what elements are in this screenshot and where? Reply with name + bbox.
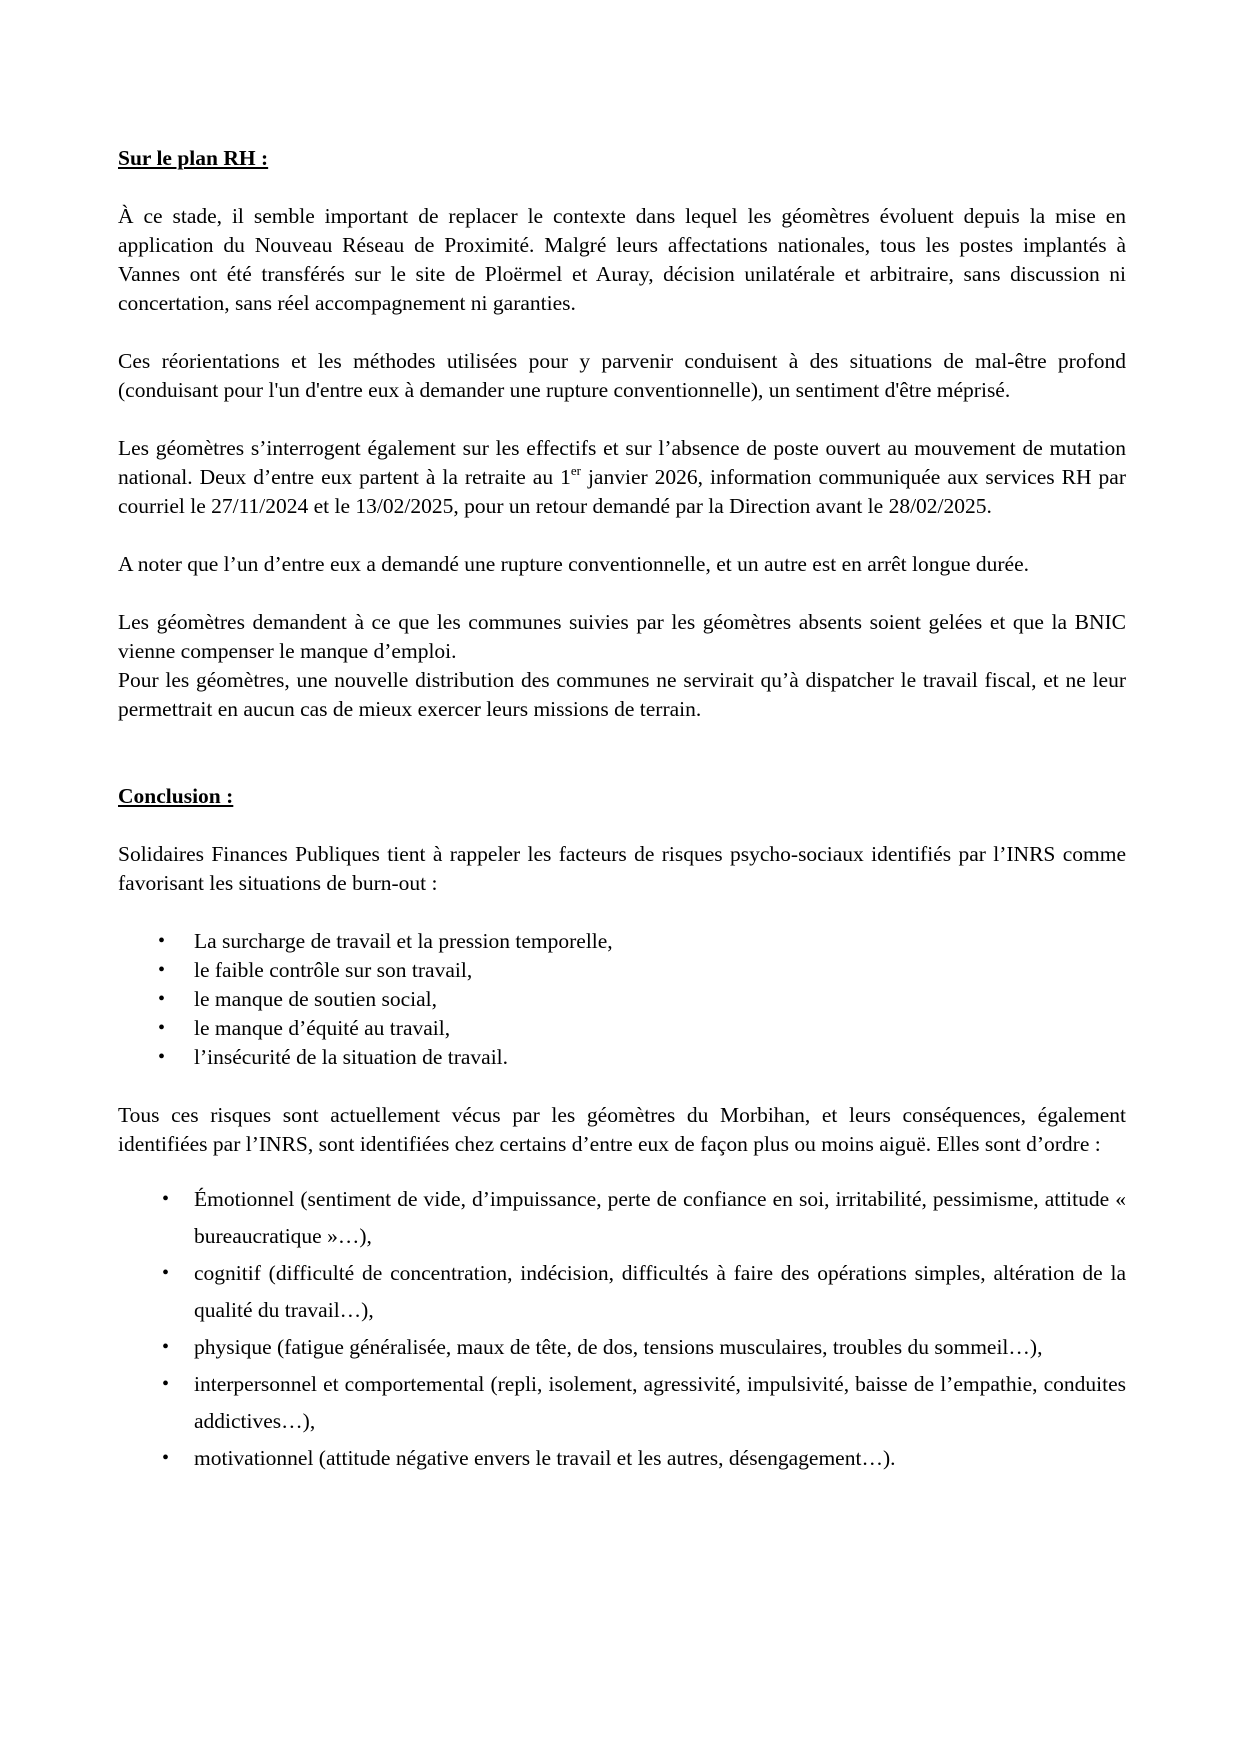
paragraph-context: À ce stade, il semble important de replacer le contexte dans lequel les géomètres évoluent depuis la mise en application du Nouveau Réseau de Proximité. Malgré leurs affectations nationales, tous les postes implantés à Vannes ont été transférés sur le site de Ploërmel et Auray, décision unilatérale et arbitraire, sans discussion ni concertation, sans réel accompagnement ni garanties.: [118, 204, 1126, 315]
section-heading-rh: Sur le plan RH :: [118, 146, 269, 170]
list-item: [118, 956, 1126, 985]
bullet-icon: •: [158, 1046, 166, 1068]
list-item: [118, 1329, 1126, 1366]
consequences-list: [118, 1181, 1126, 1477]
list-item-text: physique (fatigue généralisée, maux de tête, de dos, tensions musculaires, troubles du sommeil…),: [194, 1335, 1043, 1359]
list-item-text: le manque de soutien social,: [194, 987, 437, 1011]
paragraph-rupture: A noter que l’un d’entre eux a demandé une rupture conventionnelle, et un autre est en arrêt longue durée.: [118, 552, 1029, 576]
list-item: [118, 1255, 1126, 1329]
section-heading-conclusion: Conclusion :: [118, 784, 234, 808]
superscript-er: er: [570, 463, 581, 478]
list-item: [118, 1440, 1126, 1477]
paragraph-consequences-intro: Tous ces risques sont actuellement vécus par les géomètres du Morbihan, et leurs conséquences, également identifiées par l’INRS, sont identifiées chez certains d’entre eux de façon plus ou moins aiguë. Elles sont d’ordre :: [118, 1103, 1126, 1156]
paragraph-effectifs: [118, 434, 1126, 521]
list-item-text: Émotionnel (sentiment de vide, d’impuissance, perte de confiance en soi, irritabilité, pessimisme, attitude « bureaucratique »…),: [194, 1187, 1126, 1248]
list-item-text: le manque d’équité au travail,: [194, 1016, 451, 1040]
paragraph-reorientations: Ces réorientations et les méthodes utilisées pour y parvenir conduisent à des situations de mal-être profond (conduisant pour l'un d'entre eux à demander une rupture conventionnelle), un sentiment d'être méprisé.: [118, 349, 1126, 402]
paragraph-effectifs-part2: janvier 2026, information communiquée aux services RH par courriel le 27/11/2024 et le 13/02/2025, pour un retour demandé par la Direction avant le 28/02/2025.: [118, 465, 1126, 518]
bullet-icon: •: [158, 959, 166, 981]
list-item-text: l’insécurité de la situation de travail.: [194, 1045, 509, 1069]
bullet-icon: •: [162, 1188, 170, 1210]
list-item: [118, 1366, 1126, 1440]
list-item-text: La surcharge de travail et la pression temporelle,: [194, 929, 613, 953]
risk-factors-list: [118, 927, 1126, 1072]
paragraph-distribution: Pour les géomètres, une nouvelle distribution des communes ne servirait qu’à dispatcher le travail fiscal, et ne leur permettrait en aucun cas de mieux exercer leurs missions de terrain.: [118, 668, 1126, 721]
bullet-icon: •: [158, 930, 166, 952]
bullet-icon: •: [162, 1262, 170, 1284]
bullet-icon: •: [162, 1373, 170, 1395]
paragraph-effectifs-part1: Les géomètres s’interrogent également sur les effectifs et sur l’absence de poste ouvert au mouvement de mutation national. Deux d’entre eux partent à la retraite au 1: [118, 436, 1126, 489]
list-item-text: cognitif (difficulté de concentration, indécision, difficultés à faire des opérations simples, altération de la qualité du travail…),: [194, 1261, 1126, 1322]
paragraph-conclusion-intro: Solidaires Finances Publiques tient à rappeler les facteurs de risques psycho-sociaux identifiés par l’INRS comme favorisant les situations de burn-out :: [118, 842, 1126, 895]
list-item: [118, 927, 1126, 956]
paragraph-demande-gel: Les géomètres demandent à ce que les communes suivies par les géomètres absents soient gelées et que la BNIC vienne compenser le manque d’emploi.: [118, 610, 1126, 663]
list-item: [118, 1043, 1126, 1072]
bullet-icon: •: [162, 1447, 170, 1469]
document-page: [118, 144, 1126, 1477]
list-item: [118, 985, 1126, 1014]
list-item: [118, 1014, 1126, 1043]
list-item-text: interpersonnel et comportemental (repli, isolement, agressivité, impulsivité, baisse de l’empathie, conduites addictives…),: [194, 1372, 1126, 1433]
list-item: [118, 1181, 1126, 1255]
bullet-icon: •: [158, 988, 166, 1010]
bullet-icon: •: [162, 1336, 170, 1358]
list-item-text: le faible contrôle sur son travail,: [194, 958, 473, 982]
list-item-text: motivationnel (attitude négative envers le travail et les autres, désengagement…).: [194, 1446, 896, 1470]
bullet-icon: •: [158, 1017, 166, 1039]
